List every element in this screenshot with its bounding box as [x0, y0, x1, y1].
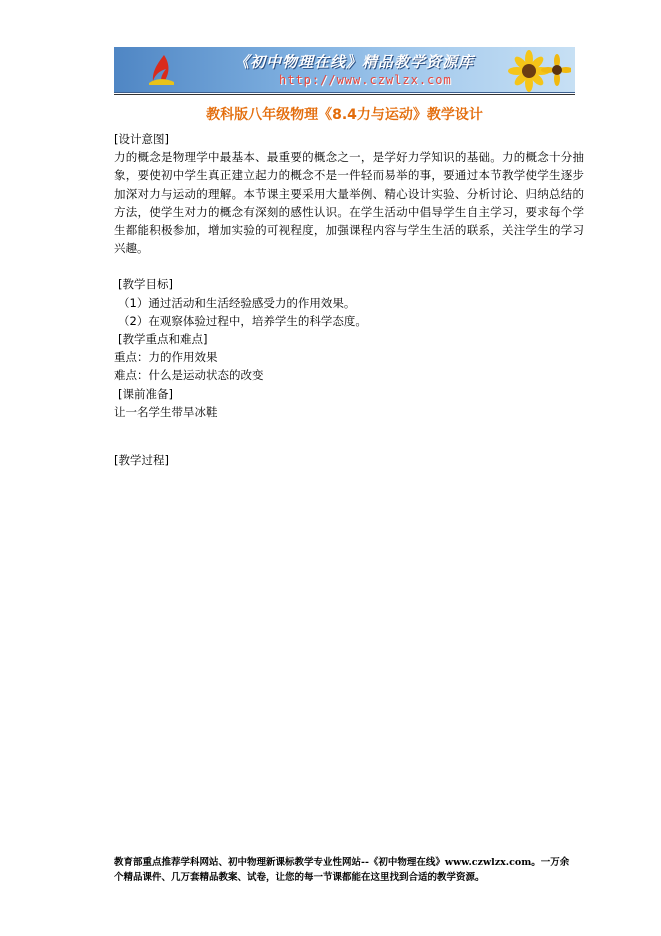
banner-title: 《初中物理在线》精品教学资源库	[234, 53, 475, 71]
design-intent-text: 力的概念是物理学中最基本、最重要的概念之一，是学好力学知识的基础。力的概念十分抽象，要使初中学生真正建立起力的概念不是一件轻而易举的事，要通过本节教学使学生逐步加深对力与运动的理解。本节课主要采用大量举例、精心设计实验、分析讨论、归纳总结的方法，使学生对力的概念有深刻的感性认识。在学生活动中倡导学生自主学习，要求每个学生都能积极参加，增加实验的可视程度，加强课程内容与学生生活的联系，关注学生的学习兴趣。	[114, 150, 584, 256]
process-heading: [教学过程]	[114, 453, 169, 468]
page-footer	[114, 855, 579, 885]
footer-line: 个精品课件、几万套精品教案、试卷，让您的每一节课都能在这里找到合适的教学资源。	[114, 872, 485, 883]
header-banner	[114, 47, 575, 93]
footer-line: 教育部重点推荐学科网站、初中物理新课标教学专业性网站--《初中物理在线》www.czwlzx.com。一万余	[114, 857, 570, 868]
site-logo	[144, 53, 178, 87]
document-title: 教科版八年级物理《8.4力与运动》教学设计	[206, 107, 483, 123]
prep-text: 让一名学生带旱冰鞋	[114, 404, 218, 419]
document-body	[114, 130, 584, 469]
difficult-point: 难点：什么是运动状态的改变	[114, 368, 264, 383]
banner-url: http://www.czwlzx.com	[279, 73, 452, 87]
sunflower-icon	[507, 49, 571, 93]
objective-item: （2）在观察体验过程中，培养学生的科学态度。	[118, 313, 367, 328]
keypoints-heading: [教学重点和难点]	[118, 332, 208, 347]
objective-item: （1）通过活动和生活经验感受力的作用效果。	[118, 295, 356, 310]
objectives-heading: [教学目标]	[118, 277, 173, 292]
key-point: 重点：力的作用效果	[114, 350, 218, 365]
prep-heading: [课前准备]	[118, 386, 173, 401]
design-intent-heading: [设计意图]	[114, 132, 169, 146]
header-divider	[114, 94, 575, 95]
